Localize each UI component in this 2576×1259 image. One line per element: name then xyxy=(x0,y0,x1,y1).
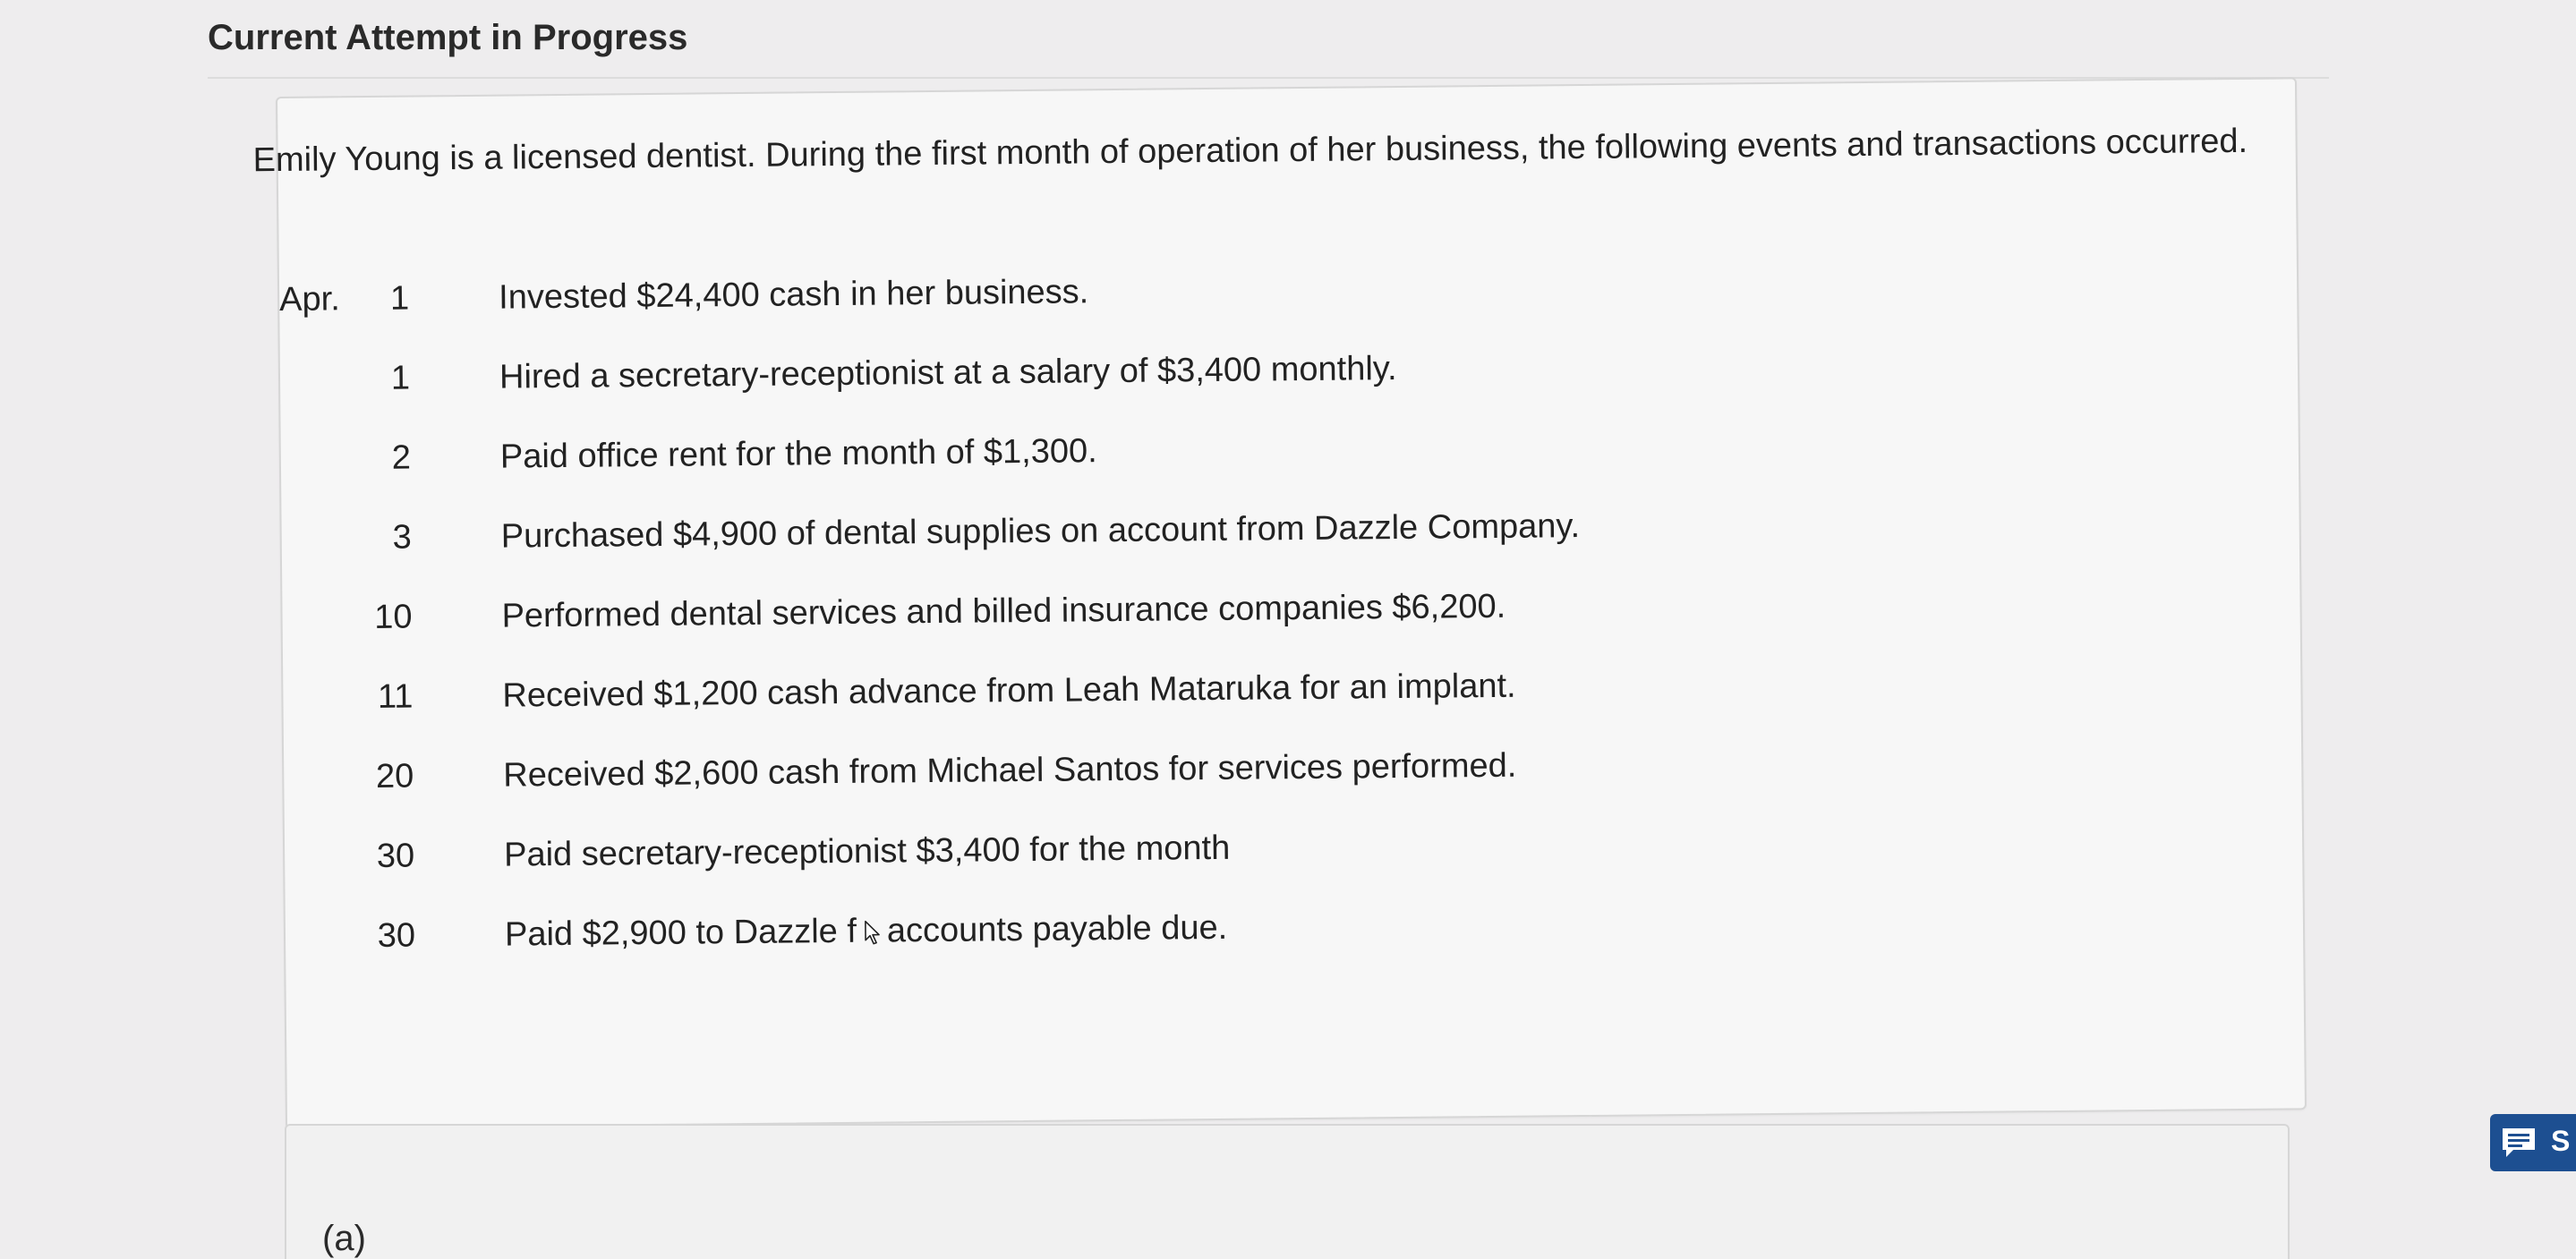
transaction-text xyxy=(505,909,1228,955)
transaction-text: Received $2,600 cash from Michael Santos for services performed. xyxy=(503,746,1517,795)
transaction-text-start: Paid $2,900 to Dazzle f xyxy=(504,912,857,954)
feedback-button[interactable] xyxy=(2490,1114,2576,1171)
transaction-day: 30 xyxy=(376,837,415,875)
transaction-day: 3 xyxy=(392,518,412,557)
transaction-text: Invested $24,400 cash in her business. xyxy=(498,273,1089,317)
transaction-text: Paid office rent for the month of $1,300. xyxy=(499,432,1097,476)
chat-bubble-icon xyxy=(2499,1125,2538,1161)
transaction-day: 2 xyxy=(391,438,412,477)
part-label: (a) xyxy=(322,1219,366,1258)
transaction-text: Purchased $4,900 of dental supplies on account from Dazzle Company. xyxy=(500,507,1581,556)
transaction-day: 1 xyxy=(389,279,410,318)
transaction-day: 20 xyxy=(375,757,414,795)
part-a-card xyxy=(285,1124,2290,1259)
transaction-text-end: accounts payable due. xyxy=(886,908,1228,950)
transaction-day: 1 xyxy=(390,359,411,397)
transaction-text: Paid secretary-receptionist $3,400 for the month xyxy=(503,829,1231,874)
page-title: Current Attempt in Progress xyxy=(208,18,688,57)
transaction-text: Performed dental services and billed insurance companies $6,200. xyxy=(501,587,1506,635)
mouse-pointer-icon xyxy=(857,915,887,942)
transaction-text: Received $1,200 cash advance from Leah Mataruka for an implant. xyxy=(502,667,1516,715)
transaction-day: 11 xyxy=(377,677,414,716)
transaction-day: 30 xyxy=(377,916,416,955)
feedback-label: S xyxy=(2551,1125,2571,1157)
problem-card xyxy=(252,77,2307,1129)
transaction-day: 10 xyxy=(374,598,413,636)
transaction-month: Apr. xyxy=(278,280,340,319)
transaction-text: Hired a secretary-receptionist at a salary of $3,400 monthly. xyxy=(499,349,1397,396)
problem-intro: Emily Young is a licensed dentist. During the first month of operation of her business, the following events and transactions occurred. xyxy=(252,122,2248,180)
heading-divider xyxy=(208,77,2329,79)
